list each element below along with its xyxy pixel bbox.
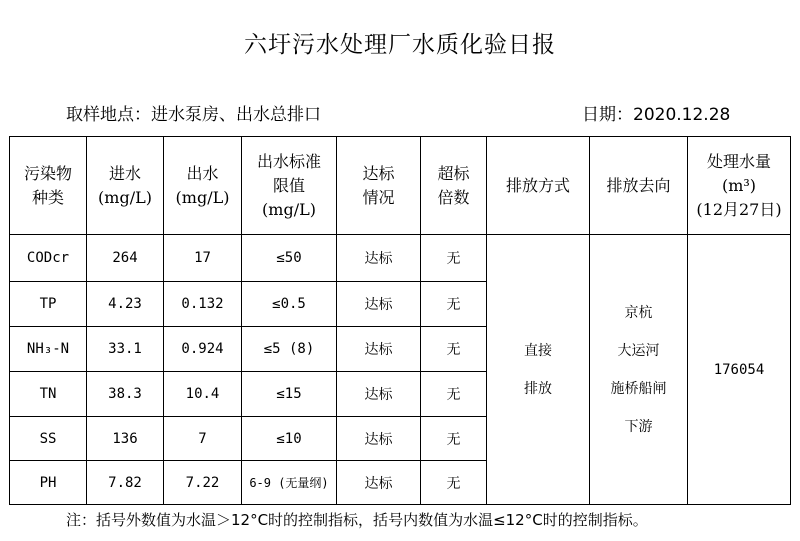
outflow-value: 7.22 (164, 461, 242, 505)
outflow-value: 17 (164, 235, 242, 282)
status-value: 达标 (337, 327, 421, 372)
pollutant-name: TN (10, 372, 87, 417)
header-inflow: 进水 (mg/L) (87, 137, 164, 235)
header-status: 达标 情况 (337, 137, 421, 235)
inflow-value: 136 (87, 417, 164, 461)
status-value: 达标 (337, 461, 421, 505)
inflow-value: 38.3 (87, 372, 164, 417)
treated-volume: 176054 (688, 235, 791, 505)
exceed-value: 无 (421, 327, 487, 372)
discharge-mode-cell: 直接 排放 (487, 235, 590, 505)
header-limit: 出水标准 限值 (mg/L) (242, 137, 337, 235)
footnote: 注：括号外数值为水温＞12°C时的控制指标，括号内数值为水温≤12°C时的控制指标。 (66, 511, 648, 529)
header-discharge-dest: 排放去向 (590, 137, 688, 235)
exceed-value: 无 (421, 372, 487, 417)
header-discharge-mode: 排放方式 (487, 137, 590, 235)
inflow-value: 264 (87, 235, 164, 282)
status-value: 达标 (337, 282, 421, 327)
header-volume: 处理水量 (m³) (12月27日) (688, 137, 791, 235)
header-pollutant: 污染物 种类 (10, 137, 87, 235)
discharge-destination-cell: 京杭 大运河 施桥船闸 下游 (590, 235, 688, 505)
exceed-value: 无 (421, 417, 487, 461)
report-date: 日期：2020.12.28 (582, 105, 731, 125)
status-value: 达标 (337, 235, 421, 282)
exceed-value: 无 (421, 235, 487, 282)
outflow-value: 10.4 (164, 372, 242, 417)
pollutant-name: CODcr (10, 235, 87, 282)
header-exceed: 超标 倍数 (421, 137, 487, 235)
outflow-value: 7 (164, 417, 242, 461)
header-row (10, 137, 791, 235)
sampling-location: 取样地点：进水泵房、出水总排口 (66, 105, 321, 125)
limit-value: ≤10 (242, 417, 337, 461)
header-outflow: 出水 (mg/L) (164, 137, 242, 235)
limit-value: ≤5 (8) (242, 327, 337, 372)
inflow-value: 33.1 (87, 327, 164, 372)
table-row (10, 235, 791, 282)
status-value: 达标 (337, 372, 421, 417)
inflow-value: 4.23 (87, 282, 164, 327)
limit-value: ≤15 (242, 372, 337, 417)
pollutant-name: PH (10, 461, 87, 505)
status-value: 达标 (337, 417, 421, 461)
exceed-value: 无 (421, 282, 487, 327)
limit-value: ≤50 (242, 235, 337, 282)
outflow-value: 0.132 (164, 282, 242, 327)
inflow-value: 7.82 (87, 461, 164, 505)
pollutant-name: NH₃-N (10, 327, 87, 372)
water-quality-table (9, 136, 791, 505)
exceed-value: 无 (421, 461, 487, 505)
report-title: 六圩污水处理厂水质化验日报 (244, 32, 556, 58)
pollutant-name: TP (10, 282, 87, 327)
limit-value: 6-9 (无量纲) (242, 461, 337, 505)
limit-value: ≤0.5 (242, 282, 337, 327)
outflow-value: 0.924 (164, 327, 242, 372)
pollutant-name: SS (10, 417, 87, 461)
